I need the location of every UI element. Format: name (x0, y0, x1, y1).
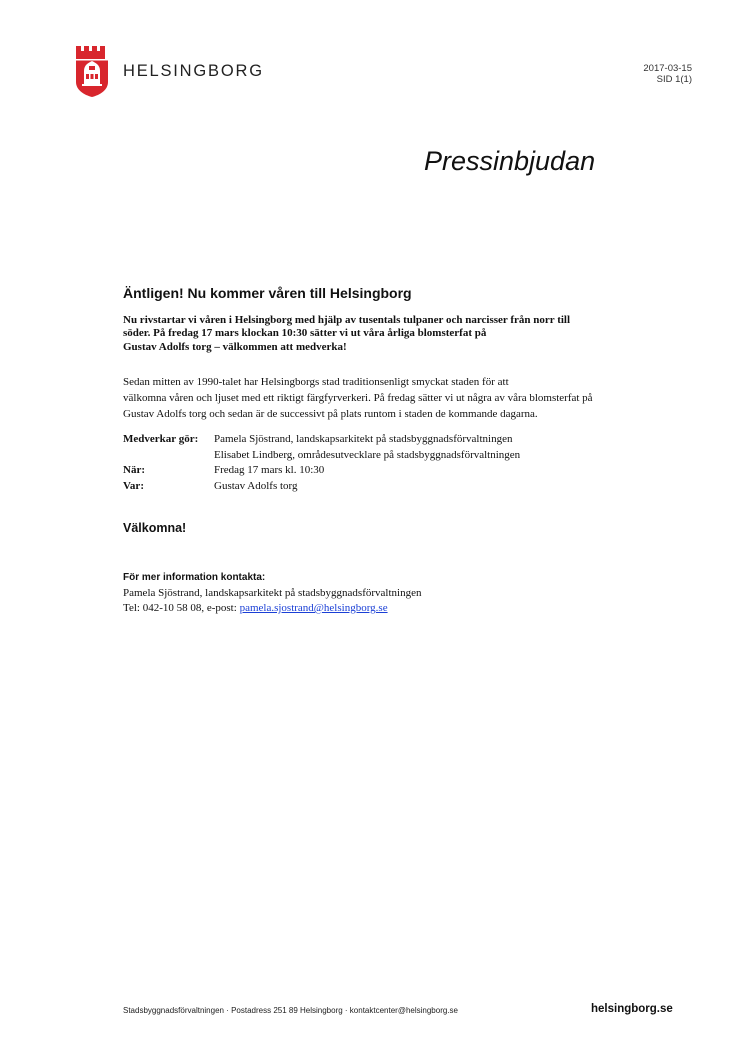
where-value: Gustav Adolfs torg (214, 479, 298, 492)
document-date: 2017-03-15 (643, 63, 692, 74)
contact-email-link[interactable]: pamela.sjostrand@helsingborg.se (239, 602, 388, 614)
contact-info (123, 586, 421, 616)
contact-tel: Tel: 042-10 58 08, e-post: (123, 602, 240, 614)
contact-tel-line (123, 601, 421, 616)
brand-name: HELSINGBORG (123, 62, 264, 80)
lead-line: Nu rivstartar vi våren i Helsingborg med hjälp av tusentals tulpaner och narcisser från norr till (123, 314, 571, 326)
detail-row-participants (123, 432, 520, 448)
detail-row-participants-2 (123, 448, 520, 464)
document-type: Pressinbjudan (424, 146, 596, 176)
lead-line: Gustav Adolfs torg – välkommen att medverka! (123, 340, 347, 353)
contact-name: Pamela Sjöstrand, landskapsarkitekt på stadsbyggnadsförvaltningen (123, 587, 422, 599)
helsingborg-logo (74, 44, 110, 98)
footer-website: helsingborg.se (591, 1003, 673, 1015)
event-details (123, 432, 520, 494)
headline: Äntligen! Nu kommer våren till Helsingborg (123, 285, 412, 301)
detail-row-where (123, 479, 520, 495)
where-label: Var: (123, 479, 144, 492)
participants-label: Medverkar gör: (123, 433, 199, 445)
document-meta (643, 63, 692, 85)
page-number: SID 1(1) (656, 74, 692, 85)
contact-heading: För mer information kontakta: (123, 572, 266, 583)
footer-address: Stadsbyggnadsförvaltningen · Postadress 251 89 Helsingborg · kontaktcenter@helsingborg.se (123, 1006, 458, 1015)
welcome-text: Välkomna! (123, 521, 187, 535)
body-line: Gustav Adolfs torg och sedan är de successivt på plats runtom i staden de kommande dagarna. (123, 408, 538, 420)
body-paragraph (123, 374, 663, 422)
participant-1: Pamela Sjöstrand, landskapsarkitekt på stadsbyggnadsförvaltningen (214, 433, 513, 445)
city-crest-icon (74, 44, 110, 98)
participant-2: Elisabet Lindberg, områdesutvecklare på stadsbyggnadsförvaltningen (214, 448, 521, 461)
body-line: välkomna våren och ljuset med ett riktigt färgfyrverkeri. På fredag sätter vi ut några av våra blomsterfat på (123, 392, 593, 404)
when-value: Fredag 17 mars kl. 10:30 (214, 464, 325, 476)
lead-paragraph (123, 314, 653, 354)
detail-row-when (123, 463, 520, 479)
when-label: När: (123, 464, 145, 476)
body-line: Sedan mitten av 1990-talet har Helsingborgs stad traditionsenligt smyckat staden för att (123, 376, 509, 388)
lead-line: söder. På fredag 17 mars klockan 10:30 sätter vi ut våra årliga blomsterfat på (123, 327, 487, 340)
